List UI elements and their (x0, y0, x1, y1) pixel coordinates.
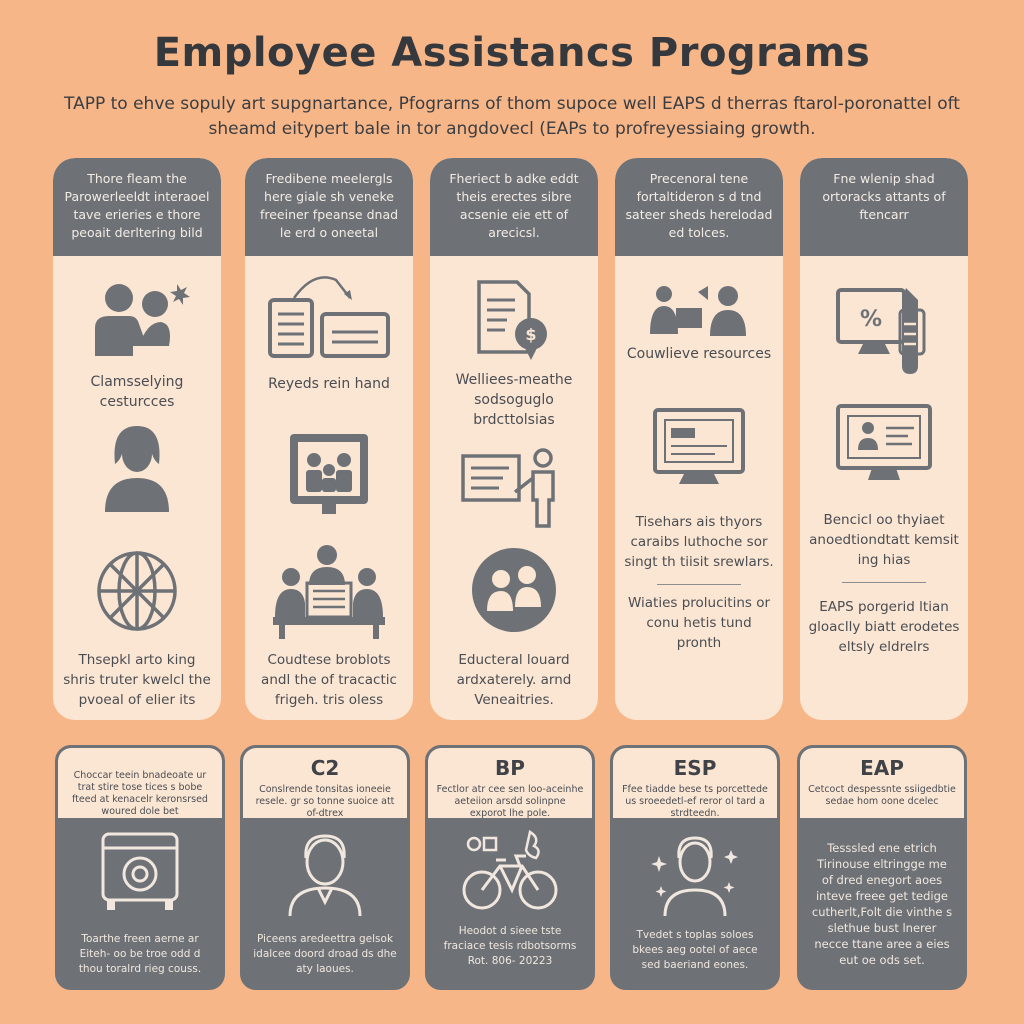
page-subtitle: TAPP to ehve sopuly art supgnartance, Pfograrns of thom supoce well EAPS d therras ftarol-poronattel oft sheamd eitypert bale in tor angdovecl (EAPs to profreyessiaing growth. (64, 94, 960, 139)
card-label: EAP (860, 756, 904, 780)
card-small-text: Conslrende tonsitas ioneeie resele. gr so tonne suoice att of-dtrex (255, 784, 395, 819)
card-header: Fne wlenip shad ortoracks attants of ftencarr (800, 158, 968, 256)
resource-card-1 (55, 745, 225, 990)
card-label: ESP (673, 756, 717, 780)
card-caption: Tisehars ais thyors caraibs luthoche sor singt th tiisit srewlars. (624, 514, 774, 570)
card-label: C2 (310, 756, 340, 780)
resource-card-2 (240, 745, 410, 990)
card-caption: Wiaties prolucitins or conu hetis tund pronth (627, 595, 771, 651)
card-header: Thore fleam the Parowerleeldt interaoel tave erieries e thore peoait derltering bild (53, 158, 221, 256)
computer-monitor-icon (649, 404, 749, 488)
card-caption: Thsepkl arto king shris truter kwelcl the pvoeal of elier its (63, 652, 211, 708)
card-header: Precenoral tene fortaltideron s d tnd sateer sheds herelodad ed tolces. (615, 158, 783, 256)
bicycle-icon (460, 826, 560, 916)
globe-icon (92, 546, 182, 636)
resource-card-4 (610, 745, 780, 990)
card-caption: Clamsselying cesturcces (90, 374, 184, 410)
card-caption: EAPS porgerid ltian gloaclly biatt erodetes eltsly eldrelrs (808, 599, 960, 655)
program-card-3 (430, 158, 598, 720)
card-small-text: Cetcoct despessnte ssiigedbtie sedae hom oone dcelec (808, 784, 956, 807)
card-caption: Reyeds rein hand (268, 376, 390, 392)
svg-text:$: $ (525, 325, 537, 344)
family-screen-icon (284, 430, 374, 520)
program-card-1 (53, 158, 221, 720)
card-body: Piceens aredeettra gelsok idalcee doord droad ds dhe aty laoues. (253, 933, 397, 975)
card-body: Tvedet s toplas soloes bkees aeg ootel of aece sed baeriand eones. (632, 929, 758, 971)
meeting-group-icon (269, 543, 389, 643)
program-card-2 (245, 158, 413, 720)
program-card-5 (800, 158, 968, 720)
program-card-4 (615, 158, 783, 720)
card-header: Fheriect b adke eddt theis erectes sibre acsenie eie ett of arecicsl. (430, 158, 598, 256)
card-body: Tesssled ene etrich Tirinouse eltringge me of dred enegort aoes inteve freee get tedige cutherlt,Folt die vinthe s slethue bust lnerer necce ttane aree a eies eut oe ods set. (811, 841, 953, 967)
profile-monitor-icon (834, 400, 934, 484)
appliance-icon (95, 828, 185, 918)
card-small-text: Fectlor atr cee sen loo-aceinhe aeteiion arsdd solinpne exporot lhe pole. (436, 784, 584, 819)
card-label: BP (495, 756, 525, 780)
percent-monitor-icon (834, 280, 934, 380)
card-caption: Bencicl oo thyiaet anoedtiondtatt kemsit ing hias (809, 512, 959, 568)
card-caption: Welliees-meathe sodsoguglo brdcttolsias (455, 372, 573, 428)
card-small-text: Choccar teein bnadeoate ur trat stire tose tices s bobe fteed at kenacelr keronsrsed woured dole bet (72, 770, 208, 817)
document-transfer-icon (264, 270, 394, 370)
woman-avatar-icon (97, 420, 177, 514)
svg-text:%: % (859, 307, 883, 332)
sparkle-person-icon (645, 828, 745, 918)
counseling-icon (77, 276, 197, 366)
card-header: Fredibene meelergls here giale sh veneke freeiner fpeanse dnad le erd o oneetal (245, 158, 413, 256)
divider (657, 584, 741, 585)
card-caption: Educteral louard ardxaterely. arnd Veneaitries. (456, 652, 572, 708)
card-small-text: Ffee tiadde bese ts porcettede us sroeedetl-ef reror ol tard a strdteedn. (622, 784, 768, 819)
finance-document-icon (469, 276, 559, 366)
team-circle-icon (469, 545, 559, 635)
resource-card-3 (425, 745, 595, 990)
man-portrait-icon (280, 828, 370, 918)
support-people-icon (644, 280, 754, 340)
page-title: Employee Assistancs Programs (153, 30, 871, 76)
card-caption: Coudtese broblots andl the of tracactic frigeh. tris oless (261, 652, 397, 708)
card-caption: Couwlieve resources (626, 346, 772, 362)
card-body: Heodot d sieee tste fraciace tesis rdbotsorms Rot. 806- 20223 (443, 925, 577, 967)
card-body: Toarthe freen aerne ar Eiteh- oo be troe odd d thou toralrd rieg couss. (78, 933, 202, 975)
presenter-board-icon (459, 448, 569, 528)
resource-card-5 (797, 745, 967, 990)
divider (842, 582, 926, 583)
